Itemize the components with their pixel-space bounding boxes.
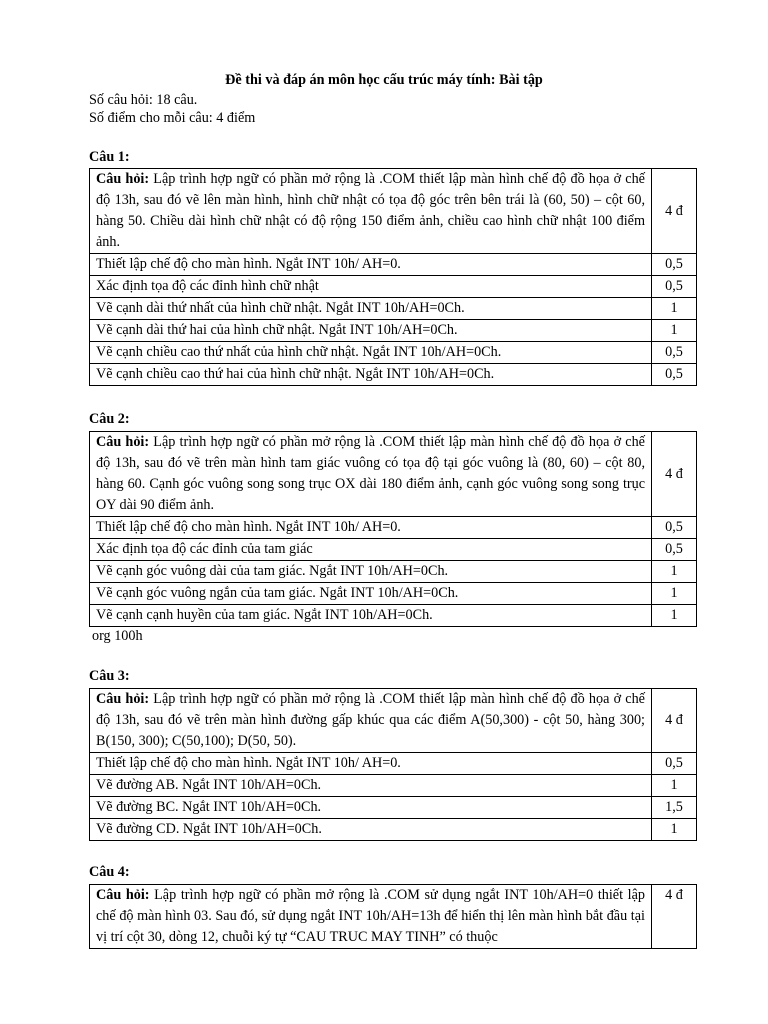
criterion-text: Vẽ đường BC. Ngắt INT 10h/AH=0Ch. <box>90 797 652 819</box>
table-row <box>90 775 697 797</box>
question-3-label: Câu 3: <box>89 668 130 684</box>
question-text: Lập trình hợp ngữ có phần mở rộng là .COM thiết lập màn hình chế độ đồ họa ở chế độ 13h, sau đó vẽ lên màn hình, hình chữ nhật có tọa độ góc trên bên trái là (60, 50) – cột 60, hàng 50. Chiều dài hình chữ nhật có độ rộng 150 điểm ảnh, chiều cao hình chữ nhật 100 điểm ảnh. <box>96 171 645 250</box>
table-row <box>90 298 697 320</box>
criterion-text: Vẽ cạnh cạnh huyền của tam giác. Ngắt INT 10h/AH=0Ch. <box>90 605 652 627</box>
question-3-table <box>89 688 697 841</box>
table-row <box>90 539 697 561</box>
question-1-label: Câu 1: <box>89 149 130 165</box>
criterion-text: Thiết lập chế độ cho màn hình. Ngắt INT 10h/ AH=0. <box>90 753 652 775</box>
question-head: Câu hỏi: <box>96 887 150 903</box>
question-row <box>90 169 697 254</box>
code-note: org 100h <box>92 628 143 644</box>
table-row <box>90 561 697 583</box>
criterion-text: Xác định tọa độ các đỉnh hình chữ nhật <box>90 276 652 298</box>
criterion-score: 1 <box>652 605 697 627</box>
question-2-table <box>89 431 697 627</box>
criterion-text: Vẽ cạnh góc vuông dài của tam giác. Ngắt INT 10h/AH=0Ch. <box>90 561 652 583</box>
table-row <box>90 605 697 627</box>
table-row <box>90 364 697 386</box>
criterion-score: 1 <box>652 819 697 841</box>
criterion-score: 0,5 <box>652 276 697 298</box>
question-text: Lập trình hợp ngữ có phần mở rộng là .COM sử dụng ngắt INT 10h/AH=0 thiết lập chế độ màn hình 03. Sau đó, sử dụng ngắt INT 10h/AH=13h để hiển thị lên màn hình bắt đầu tại vị trí cột 30, dòng 12, chuỗi ký tự “CAU TRUC MAY TINH” có thuộc <box>96 887 645 945</box>
table-row <box>90 342 697 364</box>
criterion-text: Thiết lập chế độ cho màn hình. Ngắt INT 10h/ AH=0. <box>90 254 652 276</box>
question-row <box>90 432 697 517</box>
table-row <box>90 254 697 276</box>
question-prompt <box>90 689 652 753</box>
question-head: Câu hỏi: <box>96 171 150 187</box>
criterion-text: Vẽ cạnh góc vuông ngắn của tam giác. Ngắt INT 10h/AH=0Ch. <box>90 583 652 605</box>
question-head: Câu hỏi: <box>96 434 150 450</box>
document-title: Đề thi và đáp án môn học cấu trúc máy tính: Bài tập <box>225 72 543 88</box>
criterion-score: 0,5 <box>652 517 697 539</box>
criterion-score: 1 <box>652 775 697 797</box>
table-row <box>90 276 697 298</box>
criterion-text: Vẽ đường CD. Ngắt INT 10h/AH=0Ch. <box>90 819 652 841</box>
criterion-text: Thiết lập chế độ cho màn hình. Ngắt INT 10h/ AH=0. <box>90 517 652 539</box>
criterion-score: 0,5 <box>652 539 697 561</box>
question-prompt <box>90 169 652 254</box>
criterion-score: 1 <box>652 298 697 320</box>
question-text: Lập trình hợp ngữ có phần mở rộng là .COM thiết lập màn hình chế độ đồ họa ở chế độ 13h, sau đó vẽ trên màn hình đường gấp khúc qua các điểm A(50,300) - cột 50, hàng 300; B(150, 300); C(50,100); D(50, 50). <box>96 691 645 749</box>
criterion-text: Vẽ cạnh chiều cao thứ nhất của hình chữ nhật. Ngắt INT 10h/AH=0Ch. <box>90 342 652 364</box>
question-points: 4 đ <box>652 169 697 254</box>
question-prompt <box>90 885 652 949</box>
question-4-label: Câu 4: <box>89 864 130 880</box>
question-1-table <box>89 168 697 386</box>
criterion-score: 0,5 <box>652 254 697 276</box>
criterion-score: 0,5 <box>652 342 697 364</box>
criterion-text: Vẽ cạnh chiều cao thứ hai của hình chữ nhật. Ngắt INT 10h/AH=0Ch. <box>90 364 652 386</box>
table-row <box>90 753 697 775</box>
question-2-label: Câu 2: <box>89 411 130 427</box>
table-row <box>90 517 697 539</box>
question-count: Số câu hỏi: 18 câu. <box>89 92 198 108</box>
criterion-text: Vẽ cạnh dài thứ nhất của hình chữ nhật. Ngắt INT 10h/AH=0Ch. <box>90 298 652 320</box>
question-points: 4 đ <box>652 885 697 949</box>
question-head: Câu hỏi: <box>96 691 150 707</box>
criterion-score: 0,5 <box>652 753 697 775</box>
criterion-text: Vẽ đường AB. Ngắt INT 10h/AH=0Ch. <box>90 775 652 797</box>
question-row <box>90 885 697 949</box>
question-4-table <box>89 884 697 949</box>
question-prompt-clip <box>96 885 645 948</box>
points-per-question: Số điểm cho mỗi câu: 4 điểm <box>89 110 256 126</box>
criterion-text: Vẽ cạnh dài thứ hai của hình chữ nhật. Ngắt INT 10h/AH=0Ch. <box>90 320 652 342</box>
criterion-score: 0,5 <box>652 364 697 386</box>
criterion-score: 1 <box>652 320 697 342</box>
question-text: Lập trình hợp ngữ có phần mở rộng là .COM thiết lập màn hình chế độ đồ họa ở chế độ 13h, sau đó vẽ trên màn hình tam giác vuông có tọa độ tại góc vuông là (80, 60) – cột 80, hàng 60. Cạnh góc vuông song song trục OX dài 180 điểm ảnh, cạnh góc vuông song song trục OY dài 90 điểm ảnh. <box>96 434 645 513</box>
criterion-score: 1,5 <box>652 797 697 819</box>
table-row <box>90 819 697 841</box>
criterion-score: 1 <box>652 583 697 605</box>
table-row <box>90 797 697 819</box>
question-row <box>90 689 697 753</box>
question-points: 4 đ <box>652 432 697 517</box>
table-row <box>90 583 697 605</box>
criterion-score: 1 <box>652 561 697 583</box>
criterion-text: Xác định tọa độ các đỉnh của tam giác <box>90 539 652 561</box>
table-row <box>90 320 697 342</box>
question-prompt <box>90 432 652 517</box>
question-points: 4 đ <box>652 689 697 753</box>
